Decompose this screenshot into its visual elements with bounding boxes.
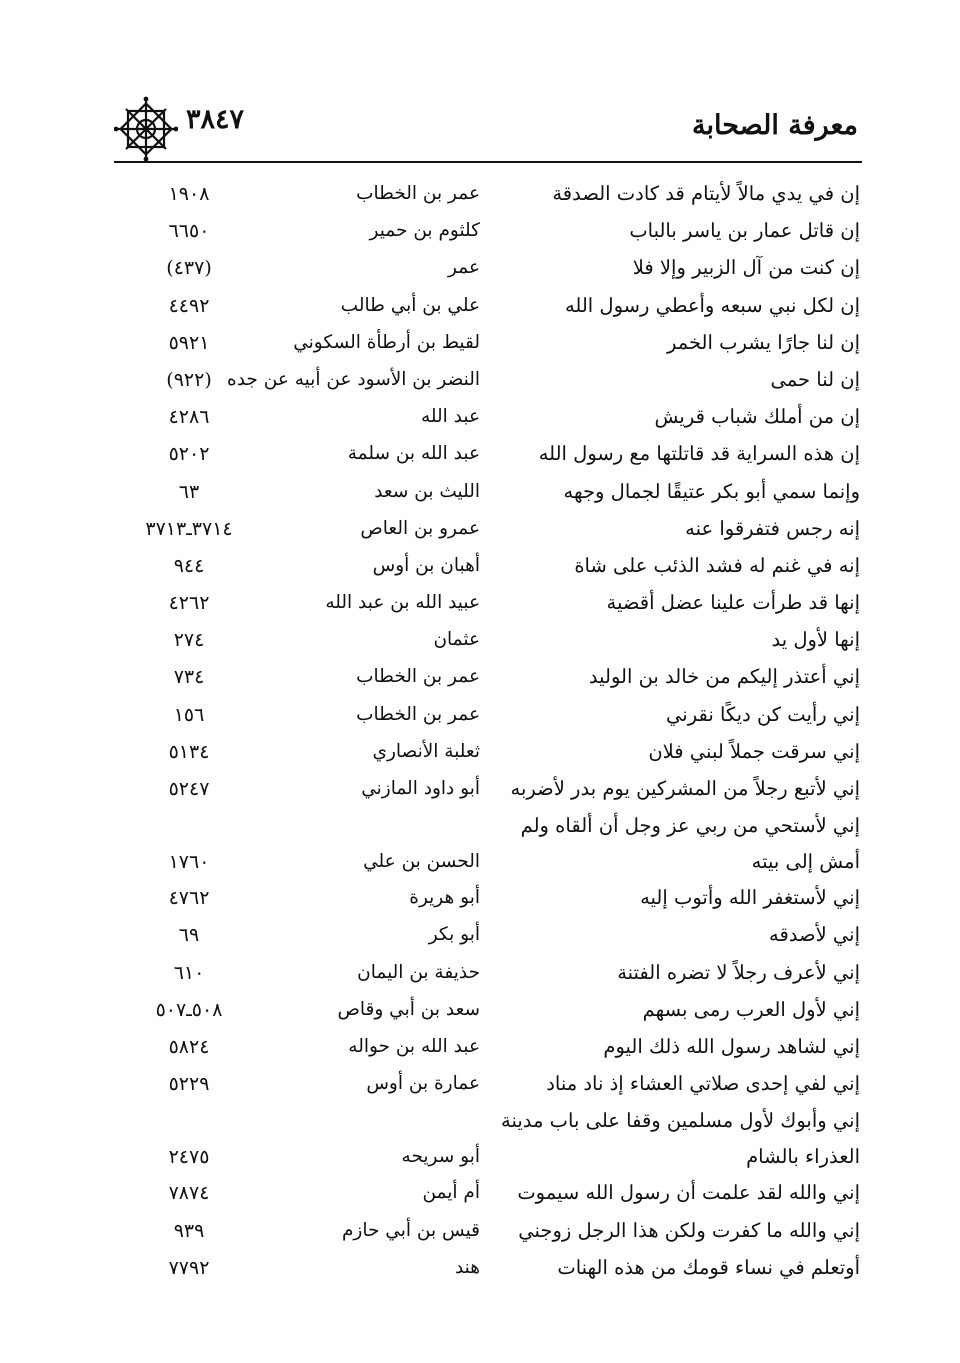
index-row (0, 913, 960, 950)
reference-number: ٥٢٢٩ (168, 1073, 210, 1096)
index-row (0, 432, 960, 469)
hadith-phrase: إنها قد طرأت علينا عضل أقضية (606, 591, 860, 615)
index-list (0, 172, 960, 1283)
narrator-name: قيس بن أبي حازم (341, 1219, 480, 1241)
reference-number: (٩٢٢) (166, 368, 212, 391)
reference-number: ٦٣ (178, 480, 200, 503)
reference-number: ٢٤٧٥ (168, 1146, 210, 1169)
narrator-name: علي بن أبي طالب (340, 294, 480, 316)
hadith-phrase: إني لأعرف رجلاً لا تضره الفتنة (617, 960, 860, 984)
narrator-name: أبو بكر (428, 924, 480, 946)
index-row (0, 876, 960, 913)
hadith-phrase: إن في يدي مالاً لأيتام قد كادت الصدقة (552, 182, 860, 205)
narrator-name: لقيط بن أرطأة السكوني (293, 331, 480, 353)
reference-number: ٥٩٢١ (168, 331, 210, 354)
reference-number: ٩٤٤ (173, 554, 205, 577)
index-row (0, 1209, 960, 1246)
index-row (0, 730, 960, 767)
hadith-phrase: إني سرقت جملاً لبني فلان (648, 739, 860, 763)
hadith-phrase: إن لنا حمى (770, 367, 860, 391)
hadith-phrase: إنها لأول يد (771, 628, 860, 652)
index-row (0, 1171, 960, 1208)
reference-number: ٥٨٢٤ (168, 1035, 210, 1058)
reference-number: ٦٩ (178, 924, 200, 947)
index-row (0, 988, 960, 1025)
narrator-name: ثعلبة الأنصاري (372, 740, 480, 762)
narrator-name: هند (454, 1256, 480, 1278)
book-title: معرفة الصحابة (692, 110, 858, 141)
narrator-name: حذيفة بن اليمان (357, 961, 480, 983)
reference-number: ٤٢٦٢ (168, 592, 210, 615)
index-row (0, 470, 960, 507)
reference-number: ٧٧٩٢ (168, 1256, 210, 1279)
reference-number: ٣٧١٤ـ٣٧١٣ (145, 517, 233, 540)
index-row (0, 655, 960, 692)
narrator-name: عبيد الله بن عبد الله (325, 592, 480, 614)
narrator-name: الحسن بن علي (363, 851, 480, 873)
index-row (0, 618, 960, 655)
reference-number: ٦١٠ (173, 961, 205, 984)
narrator-name: عبد الله بن سلمة (347, 443, 480, 465)
hadith-phrase: إن لكل نبي سبعه وأعطي رسول الله (564, 293, 860, 317)
narrator-name: عمرو بن العاص (360, 517, 480, 539)
reference-number: ٧٨٧٤ (168, 1182, 210, 1205)
hadith-phrase: إن كنت من آل الزبير وإلا فلا (632, 256, 860, 280)
index-row (0, 1246, 960, 1283)
narrator-name: الليث بن سعد (374, 480, 480, 502)
narrator-name: أهبان بن أوس (372, 554, 480, 576)
reference-number: ٤٢٨٦ (168, 406, 210, 429)
index-row (0, 804, 960, 876)
index-row (0, 172, 960, 209)
index-row (0, 693, 960, 730)
hadith-phrase: إني لأول العرب رمى بسهم (642, 997, 860, 1021)
index-row (0, 209, 960, 246)
hadith-phrase: إني لأتبع رجلاً من المشركين يوم بدر لأضربه (510, 777, 860, 800)
narrator-name: عثمان (433, 629, 480, 651)
reference-number: ٥٢٤٧ (168, 778, 210, 800)
narrator-name: عبد الله (420, 406, 480, 428)
index-row (0, 284, 960, 321)
index-row (0, 1099, 960, 1171)
reference-number: ٥٠٨ـ٥٠٧ (155, 998, 223, 1021)
page-header (0, 96, 960, 166)
index-row (0, 1062, 960, 1099)
index-row (0, 581, 960, 618)
hadith-phrase: إني لفي إحدى صلاتي العشاء إذ ناد مناد (546, 1072, 860, 1096)
hadith-phrase: إني لأستحي من ربي عز وجل أن ألقاه ولم أمش إلى بيته (520, 814, 860, 874)
narrator-name: عمر بن الخطاب (356, 666, 480, 688)
narrator-name: أبو هريرة (409, 887, 480, 909)
narrator-name: سعد بن أبي وقاص (337, 998, 480, 1020)
narrator-name: عمر (448, 257, 480, 279)
hadith-phrase: إن قاتل عمار بن ياسر بالباب (629, 219, 860, 243)
hadith-phrase: إني لأستغفر الله وأتوب إليه (640, 886, 860, 910)
narrator-name: أبو داود المازني (361, 778, 480, 799)
hadith-phrase: إني رأيت كن ديكًا نقرني (666, 702, 860, 726)
reference-number: ٧٣٤ (173, 666, 205, 689)
index-row (0, 767, 960, 804)
reference-number: ٤٤٩٢ (168, 294, 210, 317)
reference-number: ٦٦٥٠ (168, 220, 210, 243)
hadith-phrase: إن هذه السراية قد قاتلتها مع رسول الله (538, 442, 860, 466)
reference-number: ٩٣٩ (173, 1219, 205, 1242)
narrator-name: عبد الله بن حواله (348, 1035, 480, 1057)
hadith-phrase: إني والله ما كفرت ولكن هذا الرجل زوجني (518, 1218, 860, 1242)
hadith-phrase: إني أعتذر إليكم من خالد بن الوليد (588, 665, 860, 689)
reference-number: ٤٧٦٢ (168, 887, 210, 910)
hadith-phrase: إن لنا جارًا يشرب الخمر (666, 330, 860, 354)
index-row (0, 507, 960, 544)
reference-number: ١٥٦ (173, 703, 205, 726)
hadith-phrase: إني لأصدقه (769, 923, 860, 947)
hadith-phrase: إني وأبوك لأول مسلمين وقفا على باب مدينة العذراء بالشام (501, 1109, 860, 1169)
index-row (0, 246, 960, 283)
index-row (0, 1025, 960, 1062)
narrator-name: أم أيمن (422, 1182, 480, 1204)
reference-number: ٥١٣٤ (168, 740, 210, 763)
index-row (0, 951, 960, 988)
reference-number: ١٩٠٨ (168, 183, 210, 205)
index-row (0, 544, 960, 581)
index-row (0, 358, 960, 395)
narrator-name: النضر بن الأسود عن أبيه عن جده (227, 368, 480, 390)
hadith-phrase: إنه في غنم له فشد الذئب على شاة (574, 553, 860, 577)
reference-number: (٤٣٧) (166, 257, 212, 280)
narrator-name: عمر بن الخطاب (356, 183, 480, 204)
hadith-phrase: أوتعلم في نساء قومك من هذه الهنات (557, 1255, 860, 1279)
hadith-phrase: إن من أملك شباب قريش (654, 405, 860, 429)
page-number: ٣٨٤٧ (186, 104, 245, 135)
narrator-name: كلثوم بن حمير (369, 220, 480, 242)
hadith-phrase: إني والله لقد علمت أن رسول الله سيموت (517, 1181, 860, 1205)
narrator-name: أبو سريحه (401, 1146, 480, 1168)
reference-number: ٢٧٤ (173, 629, 205, 652)
narrator-name: عمر بن الخطاب (356, 703, 480, 725)
reference-number: ١٧٦٠ (168, 851, 210, 874)
header-rule (114, 161, 862, 163)
hadith-phrase: إني لشاهد رسول الله ذلك اليوم (603, 1034, 860, 1058)
index-row (0, 395, 960, 432)
star-ornament-icon (114, 96, 178, 162)
hadith-phrase: وإنما سمي أبو بكر عتيقًا لجمال وجهه (563, 479, 860, 503)
reference-number: ٥٢٠٢ (168, 443, 210, 466)
narrator-name: عمارة بن أوس (366, 1073, 480, 1095)
hadith-phrase: إنه رجس فتفرقوا عنه (685, 516, 860, 540)
index-row (0, 321, 960, 358)
